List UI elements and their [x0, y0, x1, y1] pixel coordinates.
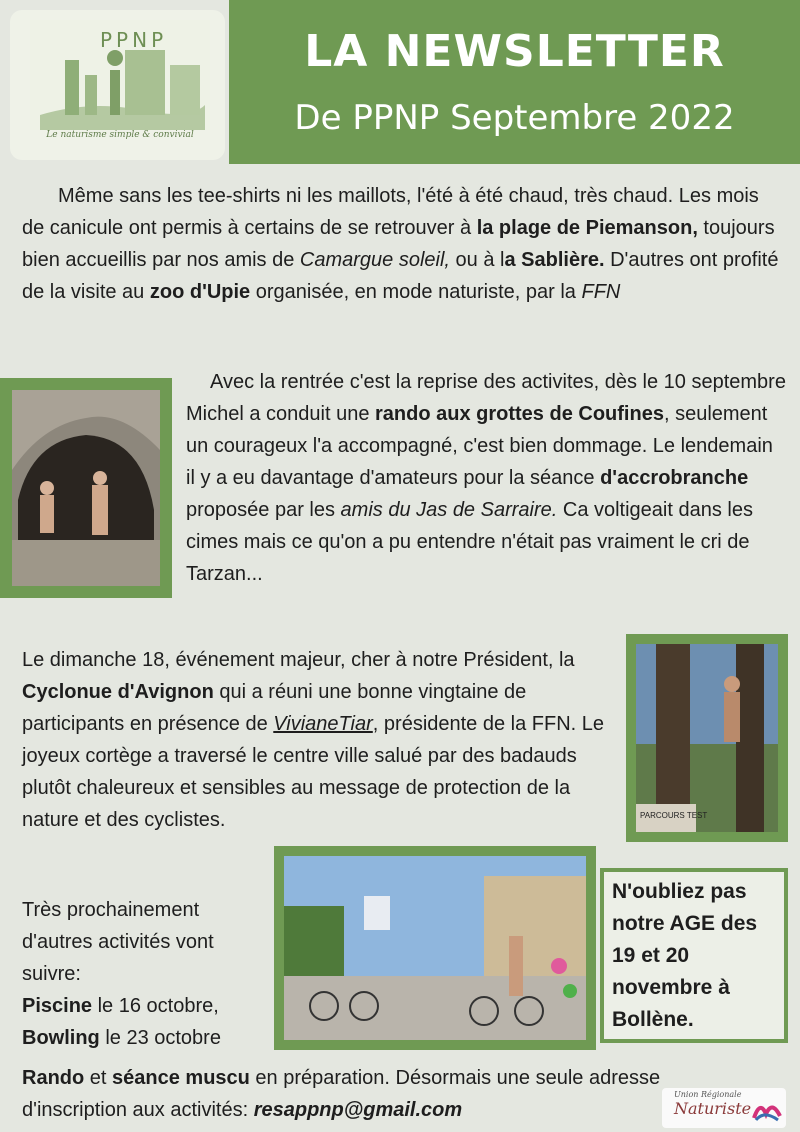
urn-logo-line2: Naturiste [674, 1099, 752, 1118]
parcours-sign: PARCOURS TEST [640, 811, 708, 820]
intro-paragraph: Même sans les tee-shirts ni les maillots, l'été à été chaud, très chaud. Les mois de canicule ont permis à certains de se retrouver à la plage de Piemanson, toujours bien accueillis par nos amis de Camargue soleil, ou à la Sablière. D'autres ont profité de la visite au zoo d'Upie organisée, en mode naturiste, par la FFN [22, 185, 779, 303]
accrobranche-photo-frame [626, 634, 788, 842]
upcoming-activities: Très prochainement d'autres activités vont suivre: Piscine le 16 octobre, Bowling le 23 octobre [22, 899, 221, 1049]
cyclonue-paragraph: Le dimanche 18, événement majeur, cher à notre Président, la Cyclonue d'Avignon qui a réuni une bonne vingtaine de participants en présence de VivianeTiar, présidente de la FFN. Le joyeux cortège a traversé le centre ville salué par des badauds plutôt chaleureux et sensibles au message de protection de la nature et des cyclistes. [22, 649, 605, 831]
activities-paragraph: Avec la rentrée c'est la reprise des activites, dès le 10 septembre Michel a conduit une rando aux grottes de Coufines, seulement un courageux l'a accompagné, c'est bien dommage. Le lendemain il y a eu davantage d'amateurs pour la séance d'accrobranche proposée par les amis du Jas de Sarraire. Ca voltigeait dans les cimes mais ce qu'on a pu entendre n'était pas vraiment le cri de Tarzan... [186, 371, 786, 585]
urn-logo-mark [752, 1096, 782, 1122]
newsletter-subtitle: De PPNP Septembre 2022 [294, 98, 735, 138]
cyclonue-photo-frame [274, 846, 596, 1050]
newsletter-title: LA NEWSLETTER [304, 26, 725, 77]
cave-photo [12, 390, 160, 586]
registration-paragraph: Rando et séance muscu en préparation. Désormais une seule adresse d'inscription aux activités: resappnp@gmail.com [22, 1067, 661, 1121]
age-reminder-text: N'oubliez pas notre AGE des 19 et 20 novembre à Bollène. [612, 880, 758, 1031]
logo-tagline: Le naturisme simple & convivial [46, 130, 194, 140]
logo-title: PPNP [100, 28, 168, 52]
age-reminder-box [600, 868, 788, 1043]
cave-photo-frame [0, 378, 172, 598]
cyclonue-photo [284, 856, 586, 1040]
header-banner [229, 0, 800, 164]
urn-logo-line1: Union Régionale [674, 1090, 742, 1099]
email-link[interactable]: resappnp@gmail.com [253, 1099, 463, 1121]
ppnp-logo [10, 10, 225, 160]
urn-logo [662, 1088, 786, 1128]
accrobranche-photo [636, 644, 778, 832]
